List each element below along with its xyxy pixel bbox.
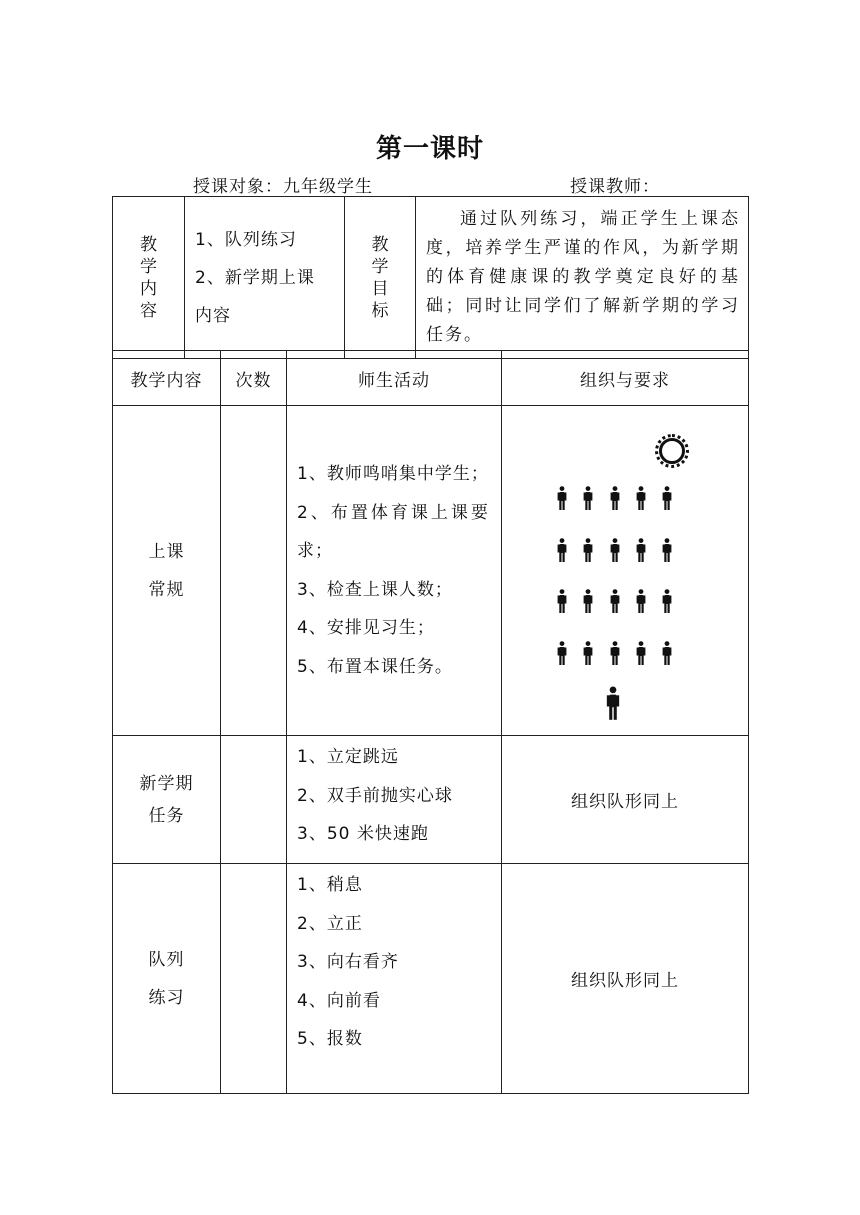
- row-organization-cell: 组织队形同上: [502, 736, 749, 864]
- row-activities-cell: [287, 736, 502, 864]
- content-item: 内容: [195, 305, 231, 326]
- person-icon: [610, 589, 620, 613]
- row-content-line: 常规: [148, 579, 185, 600]
- activity-line: 4、向前看: [297, 990, 381, 1011]
- goal-header-char: 教: [371, 234, 389, 255]
- goal-header-cell: [345, 197, 416, 359]
- content-header-char: 容: [140, 300, 157, 321]
- activity-line: 3、检查上课人数；: [297, 579, 453, 600]
- page-title: 第一课时: [375, 134, 484, 164]
- person-icon: [583, 589, 593, 613]
- activity-line: 5、报数: [297, 1029, 363, 1049]
- person-icon: [557, 589, 567, 613]
- audience-label: 授课对象：九年级学生: [193, 177, 373, 197]
- activity-line: 2、布置体育课上课要: [297, 502, 491, 523]
- formation-diagram-cell: [502, 406, 749, 736]
- teacher-label: 授课教师：: [570, 177, 660, 197]
- row-activities-cell: [287, 406, 502, 736]
- sun-icon: [659, 438, 685, 464]
- row-content-cell: [113, 406, 221, 736]
- goal-header-char: 目: [371, 278, 389, 299]
- person-icon: [636, 589, 646, 613]
- content-item: 2、新学期上课: [195, 267, 315, 288]
- person-icon: [610, 641, 620, 665]
- row-times-cell: [221, 864, 287, 1094]
- content-header-cell: [113, 197, 185, 359]
- activity-line: 求；: [297, 541, 333, 561]
- summary-table: [112, 196, 749, 359]
- content-header-char: 教: [140, 234, 157, 255]
- person-icon: [583, 641, 593, 665]
- teacher-icon: [606, 685, 620, 721]
- person-icon: [557, 486, 567, 510]
- person-icon: [636, 486, 646, 510]
- row-content-line: 任务: [148, 805, 185, 826]
- activity-line: 1、稍息: [297, 875, 363, 895]
- goal-text: 通过队列练习，端正学生上课态度，培养学生严谨的作风，为新学期的体育健康课的教学奠定良好的基础；同时让同学们了解新学期的学习任务。: [426, 209, 740, 345]
- activity-line: 4、安排见习生；: [297, 618, 435, 638]
- person-icon: [557, 538, 567, 562]
- header-activities: 师生活动: [287, 351, 502, 406]
- person-icon: [583, 486, 593, 510]
- content-header-char: 学: [140, 256, 157, 277]
- row-content-cell: [113, 864, 221, 1094]
- activity-line: 5、布置本课任务。: [297, 656, 453, 677]
- content-items-cell: [185, 197, 345, 359]
- row-times-cell: [221, 736, 287, 864]
- activity-line: 1、教师鸣哨集中学生；: [297, 464, 489, 484]
- row-content-line: 队列: [148, 949, 185, 970]
- activity-line: 2、立正: [297, 913, 363, 934]
- activity-line: 2、双手前抛实心球: [297, 785, 453, 806]
- person-icon: [557, 641, 567, 665]
- goal-text-cell: [416, 197, 749, 359]
- person-icon: [636, 641, 646, 665]
- person-icon: [583, 538, 593, 562]
- goal-header-char: 学: [371, 256, 389, 277]
- person-icon: [610, 486, 620, 510]
- row-times-cell: [221, 406, 287, 736]
- row-organization-cell: 组织队形同上: [502, 864, 749, 1094]
- content-header-char: 内: [140, 278, 157, 299]
- person-icon: [662, 538, 672, 562]
- row-content-cell: [113, 736, 221, 864]
- person-icon: [610, 538, 620, 562]
- activity-line: 3、50 米快速跑: [297, 824, 429, 844]
- row-content-line: 上课: [148, 541, 185, 562]
- lesson-table: [112, 350, 749, 1094]
- header-times: 次数: [221, 351, 287, 406]
- activity-line: 3、向右看齐: [297, 952, 399, 972]
- person-icon: [662, 641, 672, 665]
- header-organization: 组织与要求: [502, 351, 749, 406]
- row-content-line: 新学期: [139, 773, 194, 794]
- person-icon: [662, 486, 672, 510]
- person-icon: [636, 538, 646, 562]
- activity-line: 1、立定跳远: [297, 747, 399, 767]
- header-content: 教学内容: [113, 351, 221, 406]
- content-item: 1、队列练习: [195, 229, 297, 250]
- person-icon: [662, 589, 672, 613]
- row-content-line: 练习: [148, 987, 185, 1008]
- goal-header-char: 标: [371, 300, 389, 321]
- row-activities-cell: [287, 864, 502, 1094]
